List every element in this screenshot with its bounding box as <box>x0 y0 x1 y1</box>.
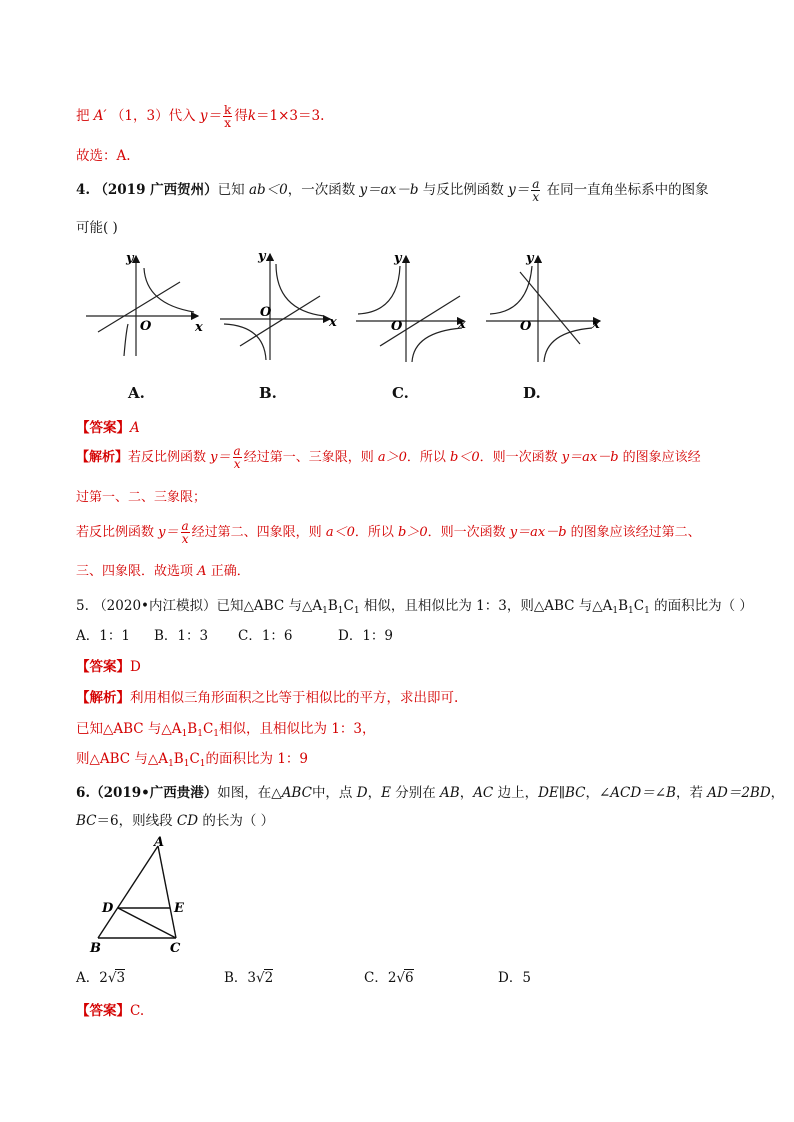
text: B．3 <box>224 970 257 986</box>
graph-b-y-label: y <box>258 249 266 264</box>
frac-den: x <box>181 532 189 546</box>
subscript: 1 <box>628 606 634 616</box>
graph-c-origin: O <box>391 319 403 334</box>
answer-tag: 【答案】 <box>76 420 130 436</box>
q5-analysis-line-3 <box>76 747 308 769</box>
q6-option-c[interactable] <box>364 966 414 986</box>
solution-fragment-line-2: 故选：A. <box>76 148 131 164</box>
fraction <box>233 445 242 470</box>
frac-den: x <box>224 116 232 130</box>
text: ， <box>770 785 785 801</box>
text: ， <box>585 785 599 801</box>
text: ．所以 <box>406 450 446 465</box>
subscript: 1 <box>183 759 190 769</box>
frac-num: a <box>532 177 540 191</box>
text: C <box>633 598 645 614</box>
text: 的面积比为 1：9 <box>205 751 309 767</box>
text: 的长为（ ） <box>202 813 275 829</box>
math: a＜0 <box>325 525 355 540</box>
q6-option-b[interactable] <box>224 966 273 986</box>
text: 边上， <box>497 785 539 801</box>
subscript: 1 <box>168 759 174 769</box>
graph-a-x-label: x <box>195 320 203 335</box>
q5-option-c[interactable]: C．1：6 <box>238 628 293 644</box>
q6-answer <box>76 999 144 1019</box>
text: k <box>247 108 257 124</box>
sqrt-icon: √ <box>107 970 117 986</box>
q6-triangle-figure <box>84 834 204 956</box>
text: 正确． <box>210 564 250 579</box>
vertex-a-label: A <box>154 835 165 850</box>
graph-b <box>220 254 330 360</box>
side-ac <box>158 846 176 938</box>
math: AD＝2BD <box>707 785 771 801</box>
graph-c-y-label: y <box>394 251 402 266</box>
text: ，一次函数 <box>287 182 356 198</box>
q6-option-d[interactable]: D．5 <box>498 970 531 986</box>
text: ， <box>367 785 382 801</box>
q4-analysis-line-3 <box>76 520 701 545</box>
frac-den: x <box>532 190 540 204</box>
answer-tag: 【答案】 <box>76 1003 130 1019</box>
fraction-k-over-x <box>223 104 232 129</box>
graph-c <box>356 256 464 362</box>
q5-option-d[interactable]: D．1：9 <box>338 628 394 644</box>
q5-analysis-line-1 <box>76 686 458 706</box>
math: y＝ax－b <box>509 525 567 540</box>
q4-stem-line-2: 可能( ) <box>76 220 118 236</box>
text: B <box>173 751 184 767</box>
answer-value: D <box>130 659 141 675</box>
subscript: 1 <box>612 606 619 616</box>
text: 的面积比为（ ） <box>654 598 753 614</box>
text: 把 <box>76 108 90 124</box>
q6-stem-line-2 <box>76 809 274 829</box>
fraction-a-over-x <box>531 178 540 203</box>
text: 利用相似三角形面积之比等于相似比的平方，求出即可. <box>130 690 459 706</box>
q5-option-b[interactable]: B．1：3 <box>154 628 209 644</box>
text: 中，点 <box>311 785 353 801</box>
question-number: 5. <box>76 598 89 614</box>
math: CD <box>176 813 199 829</box>
math: y＝ <box>210 450 231 465</box>
text: 分别在 <box>395 785 436 801</box>
graph-d-x-label: x <box>592 317 600 332</box>
text: 如图，在△ <box>217 785 282 801</box>
q4-graph-options <box>80 244 620 374</box>
text: 已知△ABC 与△A <box>76 721 182 737</box>
graph-b-origin: O <box>260 305 272 320</box>
subscript: 1 <box>197 729 203 739</box>
q4-analysis-line-4 <box>76 560 250 579</box>
math: E <box>381 785 391 801</box>
text: 三、四象限．故选项 <box>76 564 194 579</box>
q5-answer <box>76 655 141 675</box>
point-d-label: D <box>102 901 114 916</box>
text: 经过第一、三象限，则 <box>243 450 374 465</box>
text: ＝1×3＝3. <box>256 108 325 124</box>
math: BC <box>76 813 97 829</box>
math: ab＜0 <box>248 182 288 198</box>
subscript: 1 <box>353 606 360 616</box>
subscript: 1 <box>644 606 650 616</box>
q5-analysis-line-2 <box>76 717 376 739</box>
solution-fragment-line-1 <box>76 104 324 129</box>
frac-den: x <box>233 457 241 471</box>
sqrt-icon: √ <box>256 970 265 986</box>
math: y＝ <box>508 182 530 198</box>
text: y＝ <box>199 108 222 124</box>
q5-options <box>76 624 394 644</box>
math: DE∥BC <box>538 785 586 801</box>
text: C <box>189 751 200 767</box>
q4-answer <box>76 416 140 436</box>
q4-option-a[interactable]: A. <box>128 384 145 402</box>
frac-num: k <box>224 103 232 117</box>
text: 已知△ABC 与△A <box>216 598 323 614</box>
math: ∠ACD＝∠B <box>599 785 676 801</box>
subscript: 1 <box>322 606 328 616</box>
math: y＝ax－b <box>359 182 419 198</box>
q5-stem <box>76 594 753 616</box>
text: C．2 <box>364 970 397 986</box>
vertex-b-label: B <box>90 941 101 956</box>
graph-b-x-label: x <box>329 315 337 330</box>
text: 相似，且相似比为 1：3， <box>219 721 376 737</box>
q6-options <box>76 966 531 986</box>
point-a-prime: A′ <box>93 108 107 124</box>
text: 经过第二、四象限，则 <box>191 525 322 540</box>
subscript: 1 <box>337 606 344 616</box>
text: C <box>202 721 214 737</box>
math: b＜0 <box>450 450 480 465</box>
text: （1，3）代入 <box>110 108 196 124</box>
question-number: 6. <box>76 785 91 801</box>
text: ．则一次函数 <box>479 450 558 465</box>
graph-a-y-label: y <box>126 251 134 266</box>
graph-d <box>486 256 600 362</box>
text: 则△ABC 与△A <box>76 751 169 767</box>
text: ， <box>459 785 474 801</box>
math: a＞0 <box>377 450 407 465</box>
answer-tag: 【答案】 <box>76 659 130 675</box>
graph-d-origin: O <box>520 319 532 334</box>
graph-a <box>86 256 198 356</box>
math: D <box>356 785 368 801</box>
answer-value: C. <box>130 1003 145 1019</box>
text: ＝6，则线段 <box>96 813 173 829</box>
segment-dc <box>118 908 176 938</box>
q4-option-b[interactable]: B. <box>259 384 277 402</box>
analysis-tag: 【解析】 <box>76 450 129 465</box>
subscript: 1 <box>213 729 220 739</box>
text: 若反比例函数 <box>128 450 207 465</box>
text: 的图象应该经 <box>622 450 701 465</box>
q5-option-a[interactable]: A．1：1 <box>76 628 130 644</box>
subscript: 1 <box>181 729 188 739</box>
subscript: 1 <box>199 759 206 769</box>
q4-option-c[interactable]: C. <box>392 384 409 402</box>
sqrt-icon: √ <box>396 970 406 986</box>
text: A．2 <box>76 970 108 986</box>
graph-c-x-label: x <box>458 317 466 332</box>
math: AB <box>440 785 460 801</box>
answer-value: A <box>130 420 140 436</box>
radicand: 6 <box>405 970 414 986</box>
math: y＝ax－b <box>561 450 619 465</box>
fraction <box>181 520 190 545</box>
question-source: （2019•广西贵港） <box>90 785 218 801</box>
analysis-tag: 【解析】 <box>76 690 130 706</box>
text: 的图象应该经过第二、 <box>570 525 701 540</box>
question-source: （2019 广西贺州） <box>94 182 218 198</box>
q4-analysis-line-2: 过第一、二、三象限； <box>76 490 207 505</box>
text: 在同一直角坐标系中的图象 <box>546 182 709 198</box>
text: ．所以 <box>354 525 394 540</box>
text: 若反比例函数 <box>76 525 155 540</box>
q6-option-a[interactable] <box>76 970 125 986</box>
q6-stem-line-1 <box>76 781 784 801</box>
text: 得 <box>234 108 248 124</box>
radicand: 2 <box>264 970 274 986</box>
text: ，若 <box>675 785 703 801</box>
question-source: （2020•内江模拟） <box>93 598 217 614</box>
q4-option-d[interactable]: D. <box>523 384 541 402</box>
q4-stem-line-1 <box>76 178 709 203</box>
vertex-c-label: C <box>170 941 181 956</box>
q4-analysis-line-1 <box>76 445 701 470</box>
text: 与反比例函数 <box>422 182 504 198</box>
math: ABC <box>281 785 312 801</box>
graph-d-y-label: y <box>526 251 534 266</box>
text: B <box>618 598 629 614</box>
text: ．则一次函数 <box>427 525 506 540</box>
text: B <box>187 721 198 737</box>
math: b＞0 <box>398 525 428 540</box>
text: B <box>327 598 338 614</box>
graph-a-origin: O <box>140 319 152 334</box>
math: y＝ <box>158 525 179 540</box>
radicand: 3 <box>116 970 126 986</box>
math: A <box>197 564 207 579</box>
math: AC <box>473 785 494 801</box>
point-e-label: E <box>174 901 184 916</box>
frac-num: a <box>181 519 189 533</box>
text: 已知 <box>217 182 245 198</box>
text: 相似，且相似比为 1：3，则△ABC 与△A <box>363 598 613 614</box>
text: C <box>343 598 354 614</box>
question-number: 4. <box>76 182 91 198</box>
frac-num: a <box>233 444 241 458</box>
